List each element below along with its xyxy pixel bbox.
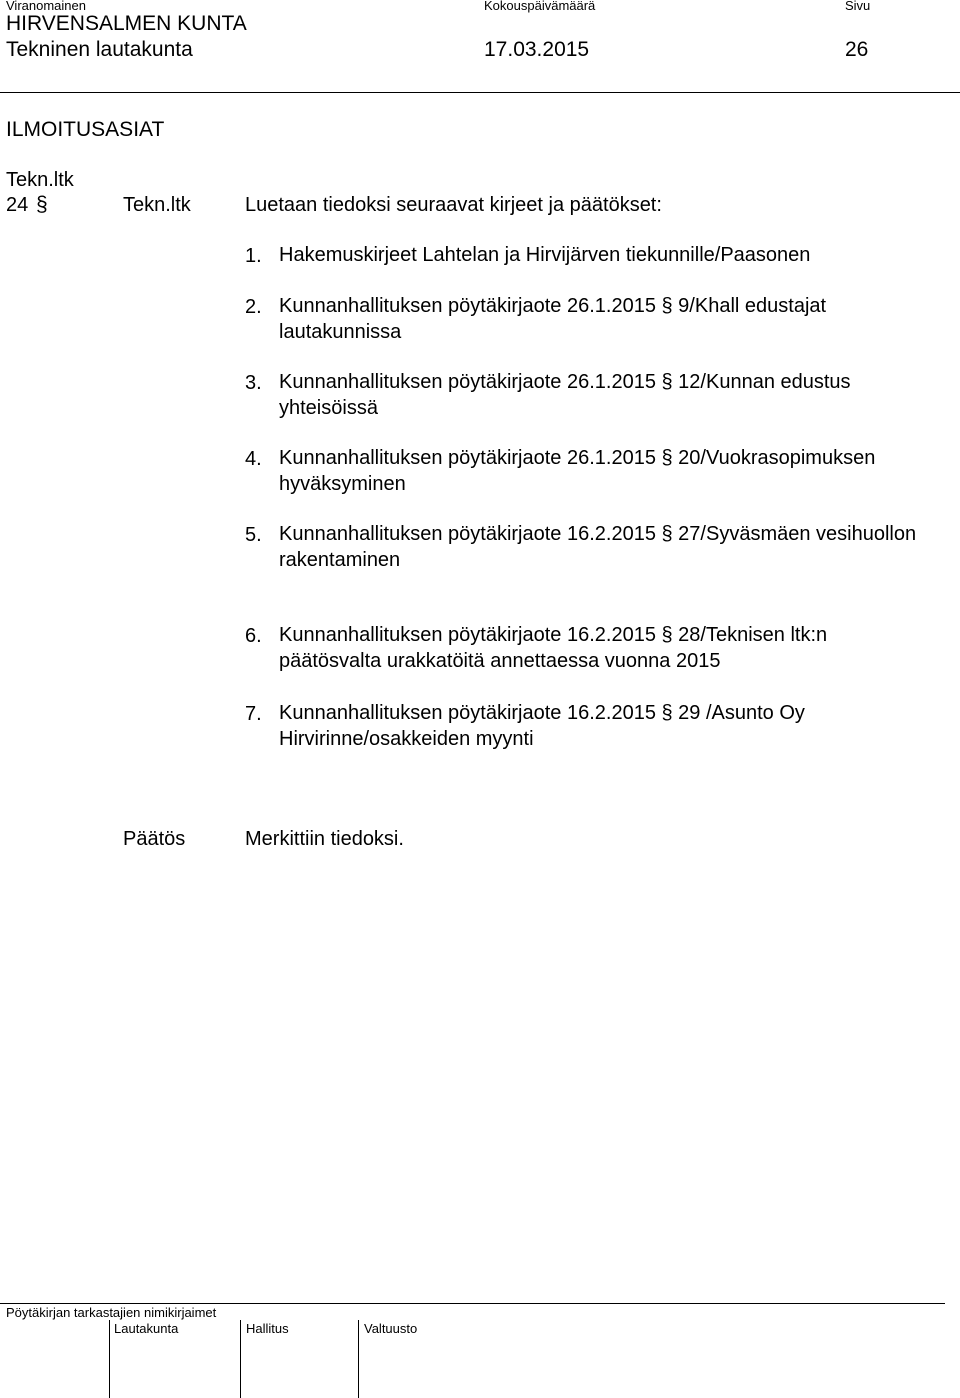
- item-text: Kunnanhallituksen pöytäkirjaote 16.2.2015 § 27/Syväsmäen vesihuollon rakentaminen: [279, 523, 917, 571]
- item-number: 4.: [245, 448, 262, 470]
- header-divider: [0, 92, 960, 93]
- footer-col-board: Lautakunta: [114, 1321, 179, 1336]
- footer-col-government: Hallitus: [246, 1321, 289, 1336]
- decision-label: Päätös: [123, 828, 186, 850]
- item-text: Hakemuskirjeet Lahtelan ja Hirvijärven tiekunnille/Paasonen: [279, 244, 811, 266]
- header-label-official: Viranomainen: [6, 0, 86, 13]
- section-mark-icon: §: [36, 193, 48, 216]
- item-text: Kunnanhallituksen pöytäkirjaote 26.1.2015 § 12/Kunnan edustus yhteisöissä: [279, 371, 851, 419]
- footer-divider: [0, 1303, 945, 1304]
- signatures-label: Pöytäkirjan tarkastajien nimikirjaimet: [6, 1305, 217, 1320]
- item-number: 1.: [245, 245, 262, 267]
- item-number: 2.: [245, 296, 262, 318]
- footer-column-divider: [358, 1320, 359, 1398]
- item-text: Kunnanhallituksen pöytäkirjaote 16.2.2015 § 28/Teknisen ltk:n päätösvalta urakkatöitä annettaessa vuonna 2015: [279, 624, 828, 672]
- item-text: Kunnanhallituksen pöytäkirjaote 16.2.2015 § 29 /Asunto Oy Hirvirinne/osakkeiden myynti: [279, 702, 805, 750]
- footer-col-council: Valtuusto: [364, 1321, 418, 1336]
- section-title: ILMOITUSASIAT: [6, 118, 165, 141]
- ref-body-2: Tekn.ltk: [123, 194, 191, 216]
- footer-column-divider: [240, 1320, 241, 1398]
- footer-column-divider: [109, 1320, 110, 1398]
- item-text: Kunnanhallituksen pöytäkirjaote 26.1.2015 § 9/Khall edustajat lautakunnissa: [279, 295, 827, 343]
- item-number: 6.: [245, 625, 262, 647]
- item-text: Kunnanhallituksen pöytäkirjaote 26.1.2015 § 20/Vuokrasopimuksen hyväksyminen: [279, 447, 876, 495]
- board-name: Tekninen lautakunta: [6, 38, 193, 61]
- header-label-date: Kokouspäivämäärä: [484, 0, 596, 13]
- header-label-page: Sivu: [845, 0, 871, 13]
- decision-text: Merkittiin tiedoksi.: [245, 828, 404, 850]
- meeting-date: 17.03.2015: [484, 38, 590, 61]
- page-number: 26: [845, 38, 869, 61]
- item-number: 3.: [245, 372, 262, 394]
- ref-body-1: Tekn.ltk: [6, 169, 74, 191]
- ref-number: 24: [6, 194, 29, 216]
- intro-text: Luetaan tiedoksi seuraavat kirjeet ja päätökset:: [245, 194, 662, 216]
- item-number: 7.: [245, 703, 262, 725]
- item-number: 5.: [245, 524, 262, 546]
- municipality-name: HIRVENSALMEN KUNTA: [6, 12, 247, 35]
